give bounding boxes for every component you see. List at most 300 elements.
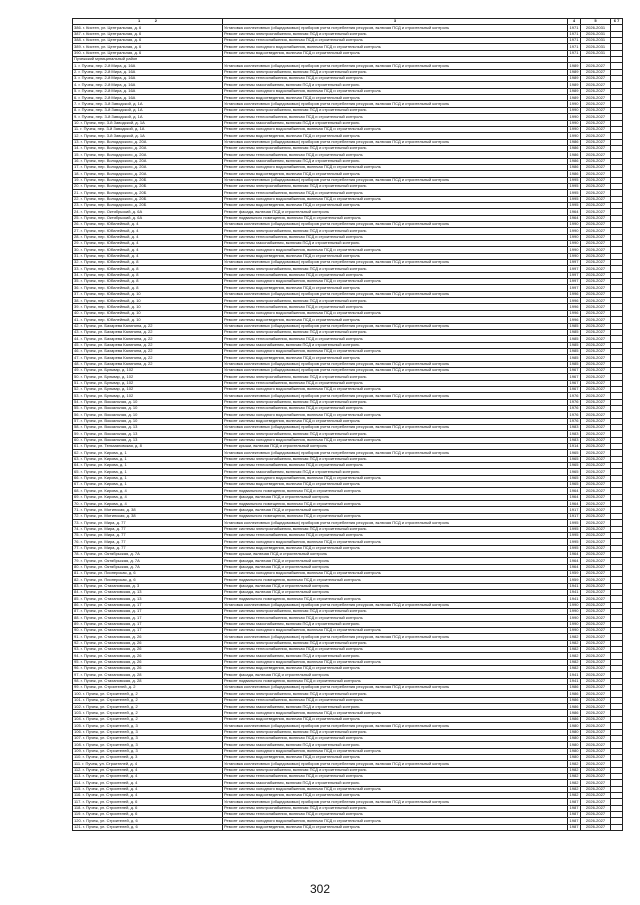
address-cell: 40. г. Пучеж, пер. Юбилейный, д. 10: [73, 310, 223, 316]
year-built-cell: 1996: [568, 310, 581, 316]
repair-period-cell: 2026-2027: [581, 570, 611, 576]
year-built-cell: 1959: [568, 577, 581, 583]
repair-period-cell: 2026-2027: [581, 799, 611, 805]
empty-cell: [611, 824, 623, 830]
year-built-cell: 1986: [568, 697, 581, 703]
repair-period-cell: 2026-2027: [581, 425, 611, 431]
work-type-cell: Ремонт подвального помещения, включая ПСД и строительный контроль: [223, 501, 568, 507]
work-type-cell: Ремонт системы холодного водоснабжения, включая ПСД и строительный контроль: [223, 818, 568, 824]
work-type-cell: Ремонт системы холодного водоснабжения, включая ПСД и строительный контроль: [223, 247, 568, 253]
address-cell: 19. г. Пучеж, пер. Володарского, д. 20Б: [73, 177, 223, 183]
repair-period-cell: 2026-2027: [581, 101, 611, 107]
address-cell: 106. г. Пучеж, ул. Строителей, д. 3: [73, 729, 223, 735]
work-type-cell: Ремонт системы газоснабжения, включая ПСД и строительный контроль: [223, 342, 568, 348]
address-cell: 20. г. Пучеж, пер. Володарского, д. 20Б: [73, 183, 223, 189]
work-type-cell: Ремонт подвального помещения, включая ПСД и строительный контроль: [223, 596, 568, 602]
address-cell: 98. г. Пучеж, ул. Стахановская, д. 28: [73, 678, 223, 684]
repair-period-cell: 2026-2027: [581, 824, 611, 830]
work-type-cell: Ремонт фасада, включая ПСД и строительный контроль: [223, 494, 568, 500]
repair-period-cell: 2026-2027: [581, 405, 611, 411]
work-type-cell: Ремонт системы водоотведения, включая ПСД и строительный контроль: [223, 754, 568, 760]
address-cell: 388. г. Кистеп, ул. Центральная, д. 6: [73, 38, 223, 44]
repair-period-cell: 2026-2027: [581, 95, 611, 101]
work-type-cell: Ремонт системы электроснабжения, включая ПСД и строительный контроль: [223, 691, 568, 697]
repair-period-cell: 2026-2027: [581, 253, 611, 259]
work-type-cell: Ремонт крыши, включая ПСД и строительный контроль: [223, 551, 568, 557]
address-cell: 65. г. Пучеж, ул. Кирова, д. 1: [73, 469, 223, 475]
repair-period-cell: 2026-2027: [581, 818, 611, 824]
address-cell: 111. г. Пучеж, ул. Строителей, д. 4: [73, 761, 223, 767]
work-type-cell: Ремонт крыши, включая ПСД и строительный контроль: [223, 444, 568, 450]
repair-period-cell: 2026-2027: [581, 697, 611, 703]
work-type-cell: Ремонт системы электроснабжения, включая ПСД и строительный контроль: [223, 31, 568, 37]
repair-period-cell: 2026-2027: [581, 291, 611, 297]
work-type-cell: Ремонт системы водоотведения, включая ПСД и строительный контроль: [223, 171, 568, 177]
repair-period-cell: 2026-2027: [581, 716, 611, 722]
repair-period-cell: 2026-2027: [581, 304, 611, 310]
address-cell: 8. г. Пучеж, пер. 3-й Заводской, д. 1А: [73, 107, 223, 113]
table-body: [73, 25, 623, 831]
repair-period-cell: 2026-2027: [581, 114, 611, 120]
repair-period-cell: 2026-2027: [581, 811, 611, 817]
work-type-cell: Ремонт системы холодного водоснабжения, включая ПСД и строительный контроль: [223, 437, 568, 443]
repair-period-cell: 2026-2027: [581, 152, 611, 158]
year-built-cell: 1986: [568, 145, 581, 151]
year-built-cell: 1980: [568, 748, 581, 754]
year-built-cell: 1917: [568, 507, 581, 513]
work-type-cell: Ремонт системы электроснабжения, включая ПСД и строительный контроль: [223, 374, 568, 380]
address-cell: 38. г. Пучеж, пер. Юбилейный, д. 10: [73, 298, 223, 304]
repair-period-cell: 2026-2027: [581, 374, 611, 380]
address-cell: 115. г. Пучеж, ул. Строителей, д. 4: [73, 786, 223, 792]
year-built-cell: 1983: [568, 431, 581, 437]
year-built-cell: 1965: [568, 450, 581, 456]
repair-period-cell: 2026-2027: [581, 177, 611, 183]
year-built-cell: 1990: [568, 234, 581, 240]
work-type-cell: Ремонт фасада, включая ПСД и строительный контроль: [223, 589, 568, 595]
repair-period-cell: 2026-2031: [581, 25, 611, 31]
repair-period-cell: 2026-2027: [581, 336, 611, 342]
work-type-cell: Ремонт системы электроснабжения, включая ПСД и строительный контроль: [223, 608, 568, 614]
address-cell: 80. г. Пучеж, ул. Октябрьская, д. 7А: [73, 564, 223, 570]
repair-period-cell: 2026-2027: [581, 202, 611, 208]
work-type-cell: Ремонт системы газоснабжения, включая ПСД и строительный контроль: [223, 120, 568, 126]
year-built-cell: 1965: [568, 456, 581, 462]
repair-period-cell: 2026-2027: [581, 399, 611, 405]
work-type-cell: Ремонт системы холодного водоснабжения, включая ПСД и строительный контроль: [223, 475, 568, 481]
repair-period-cell: 2026-2027: [581, 386, 611, 392]
work-type-cell: Ремонт системы теплоснабжения, включая ПСД и строительный контроль: [223, 811, 568, 817]
repair-period-cell: 2026-2027: [581, 589, 611, 595]
repair-period-cell: 2026-2027: [581, 520, 611, 526]
year-built-cell: 1986: [568, 139, 581, 145]
address-cell: 390. г. Кистеп, ул. Центральная, д. 6: [73, 50, 223, 56]
work-type-cell: Ремонт системы холодного водоснабжения, включая ПСД и строительный контроль: [223, 412, 568, 418]
work-type-cell: Ремонт системы водоотведения, включая ПСД и строительный контроль: [223, 317, 568, 323]
work-type-cell: Установка коллективных (общедомовых) приборов учета потребления ресурсов, включая ПСД и строительный контроль: [223, 393, 568, 399]
year-built-cell: 1990: [568, 253, 581, 259]
repair-period-cell: 2026-2027: [581, 209, 611, 215]
work-type-cell: Ремонт системы электроснабжения, включая ПСД и строительный контроль: [223, 767, 568, 773]
work-type-cell: Ремонт системы газоснабжения, включая ПСД и строительный контроль: [223, 780, 568, 786]
work-type-cell: Ремонт фасада, включая ПСД и строительный контроль: [223, 558, 568, 564]
address-cell: 91. г. Пучеж, ул. Стахановская, д. 26: [73, 634, 223, 640]
header-col-5: 5: [581, 19, 611, 25]
repair-period-cell: 2026-2027: [581, 196, 611, 202]
work-type-cell: Ремонт системы теплоснабжения, включая ПСД и строительный контроль: [223, 304, 568, 310]
repair-period-cell: 2026-2027: [581, 792, 611, 798]
address-cell: 88. г. Пучеж, ул. Стахановская, д. 17: [73, 615, 223, 621]
year-built-cell: 1964: [568, 564, 581, 570]
year-built-cell: 1964: [568, 209, 581, 215]
address-cell: 77. г. Пучеж, ул. Мира, д. 77: [73, 545, 223, 551]
address-cell: 51. г. Пучеж, ул. Бульвар, д. 102: [73, 380, 223, 386]
work-type-cell: Ремонт системы теплоснабжения, включая ПСД и строительный контроль: [223, 735, 568, 741]
work-type-cell: Ремонт системы электроснабжения, включая ПСД и строительный контроль: [223, 640, 568, 646]
year-built-cell: 1990: [568, 602, 581, 608]
repair-period-cell: 2026-2027: [581, 120, 611, 126]
repair-period-cell: 2026-2027: [581, 367, 611, 373]
address-cell: 79. г. Пучеж, ул. Октябрьская, д. 7А: [73, 558, 223, 564]
repair-period-cell: 2026-2027: [581, 602, 611, 608]
year-built-cell: 1941: [568, 583, 581, 589]
address-cell: 102. г. Пучеж, ул. Строителей, д. 2: [73, 704, 223, 710]
year-built-cell: 1985: [568, 355, 581, 361]
year-built-cell: 1980: [568, 735, 581, 741]
address-cell: 25. г. Пучеж, пер. Октябрьский, д. 6А: [73, 215, 223, 221]
year-built-cell: 1990: [568, 120, 581, 126]
year-built-cell: 1995: [568, 183, 581, 189]
repair-period-cell: 2026-2027: [581, 501, 611, 507]
year-built-cell: 1986: [568, 164, 581, 170]
year-built-cell: 1964: [568, 558, 581, 564]
address-cell: 108. г. Пучеж, ул. Строителей, д. 3: [73, 742, 223, 748]
year-built-cell: 1990: [568, 114, 581, 120]
address-cell: 28. г. Пучеж, пер. Юбилейный, д. 4: [73, 234, 223, 240]
year-built-cell: 1987: [568, 824, 581, 830]
repair-period-cell: 2026-2027: [581, 76, 611, 82]
repair-period-cell: 2026-2027: [581, 482, 611, 488]
year-built-cell: 1965: [568, 482, 581, 488]
year-built-cell: 1967: [568, 367, 581, 373]
year-built-cell: 1986: [568, 691, 581, 697]
repair-period-cell: 2026-2027: [581, 564, 611, 570]
repair-period-cell: 2026-2027: [581, 494, 611, 500]
year-built-cell: 1967: [568, 374, 581, 380]
work-type-cell: Ремонт системы теплоснабжения, включая ПСД и строительный контроль: [223, 76, 568, 82]
year-built-cell: 1976: [568, 405, 581, 411]
address-cell: 109. г. Пучеж, ул. Строителей, д. 3: [73, 748, 223, 754]
year-built-cell: 1995: [568, 177, 581, 183]
repair-period-cell: 2026-2027: [581, 158, 611, 164]
work-type-cell: Ремонт системы газоснабжения, включая ПСД и строительный контроль: [223, 469, 568, 475]
year-built-cell: 1941: [568, 596, 581, 602]
repair-period-cell: 2026-2027: [581, 222, 611, 228]
work-type-cell: Ремонт системы водоотведения, включая ПСД и строительный контроль: [223, 824, 568, 830]
year-built-cell: 1989: [568, 88, 581, 94]
work-type-cell: Ремонт фасада, включая ПСД и строительный контроль: [223, 507, 568, 513]
address-cell: 7. г. Пучеж, пер. 3-й Заводской, д. 1А: [73, 101, 223, 107]
repair-period-cell: 2026-2027: [581, 463, 611, 469]
work-type-cell: Ремонт системы холодного водоснабжения, включая ПСД и строительный контроль: [223, 748, 568, 754]
work-type-cell: Ремонт системы водоотведения, включая ПСД и строительный контроль: [223, 666, 568, 672]
work-type-cell: Ремонт системы электроснабжения, включая ПСД и строительный контроль: [223, 183, 568, 189]
year-built-cell: 1982: [568, 634, 581, 640]
address-cell: 16. г. Пучеж, пер. Володарского, д. 20А: [73, 158, 223, 164]
repair-period-cell: 2026-2027: [581, 735, 611, 741]
year-built-cell: 1985: [568, 361, 581, 367]
year-built-cell: 1986: [568, 710, 581, 716]
repair-period-cell: 2026-2027: [581, 488, 611, 494]
work-type-cell: Ремонт системы газоснабжения, включая ПСД и строительный контроль: [223, 653, 568, 659]
address-cell: 70. г. Пучеж, ул. Кирова, д. 4: [73, 501, 223, 507]
address-cell: 90. г. Пучеж, ул. Стахановская, д. 17: [73, 628, 223, 634]
address-cell: 49. г. Пучеж, ул. Бульвар, д. 102: [73, 367, 223, 373]
work-type-cell: Установка коллективных (общедомовых) приборов учета потребления ресурсов, включая ПСД и строительный контроль: [223, 761, 568, 767]
address-cell: 71. г. Пучеж, ул. Мотинская, д. 38: [73, 507, 223, 513]
work-type-cell: Ремонт системы холодного водоснабжения, включая ПСД и строительный контроль: [223, 628, 568, 634]
repair-period-cell: 2026-2027: [581, 551, 611, 557]
address-cell: 50. г. Пучеж, ул. Бульвар, д. 102: [73, 374, 223, 380]
work-type-cell: Ремонт системы холодного водоснабжения, включая ПСД и строительный контроль: [223, 570, 568, 576]
work-type-cell: Ремонт системы водоотведения, включая ПСД и строительный контроль: [223, 253, 568, 259]
work-type-cell: Ремонт системы водоотведения, включая ПСД и строительный контроль: [223, 133, 568, 139]
year-built-cell: 1986: [568, 158, 581, 164]
work-type-cell: Установка коллективных (общедомовых) приборов учета потребления ресурсов, включая ПСД и строительный контроль: [223, 520, 568, 526]
repair-period-cell: 2026-2027: [581, 761, 611, 767]
work-type-cell: Ремонт системы электроснабжения, включая ПСД и строительный контроль: [223, 298, 568, 304]
work-type-cell: Ремонт системы электроснабжения, включая ПСД и строительный контроль: [223, 399, 568, 405]
address-cell: 100. г. Пучеж, ул. Строителей, д. 2: [73, 691, 223, 697]
year-built-cell: 1990: [568, 107, 581, 113]
header-col-1: 1 2: [73, 19, 223, 25]
repair-period-cell: 2026-2027: [581, 355, 611, 361]
work-type-cell: Установка коллективных (общедомовых) приборов учета потребления ресурсов, включая ПСД и строительный контроль: [223, 450, 568, 456]
work-type-cell: Ремонт системы теплоснабжения, включая ПСД и строительный контроль: [223, 615, 568, 621]
repair-period-cell: 2026-2027: [581, 69, 611, 75]
year-built-cell: 1990: [568, 228, 581, 234]
year-built-cell: 1971: [568, 25, 581, 31]
work-type-cell: Ремонт фасада, включая ПСД и строительный контроль: [223, 564, 568, 570]
work-type-cell: Ремонт системы теплоснабжения, включая ПСД и строительный контроль: [223, 463, 568, 469]
work-type-cell: Ремонт системы водоотведения, включая ПСД и строительный контроль: [223, 716, 568, 722]
year-built-cell: 1985: [568, 336, 581, 342]
address-cell: 32. г. Пучеж, пер. Юбилейный, д. 8: [73, 260, 223, 266]
year-built-cell: 1971: [568, 44, 581, 50]
repair-period-cell: 2026-2027: [581, 805, 611, 811]
year-built-cell: 1985: [568, 329, 581, 335]
work-type-cell: Установка коллективных (общедомовых) приборов учета потребления ресурсов, включая ПСД и строительный контроль: [223, 323, 568, 329]
repair-period-cell: 2026-2027: [581, 380, 611, 386]
address-cell: 39. г. Пучеж, пер. Юбилейный, д. 10: [73, 304, 223, 310]
work-type-cell: Ремонт системы водоотведения, включая ПСД и строительный контроль: [223, 792, 568, 798]
repair-period-cell: 2026-2027: [581, 526, 611, 532]
year-built-cell: 1989: [568, 76, 581, 82]
address-cell: 27. г. Пучеж, пер. Юбилейный, д. 4: [73, 228, 223, 234]
year-built-cell: 1983: [568, 437, 581, 443]
year-built-cell: 1995: [568, 202, 581, 208]
address-cell: 4. г. Пучеж, пер. 2-й Мира, д. 16А: [73, 82, 223, 88]
year-built-cell: 1995: [568, 526, 581, 532]
address-cell: 30. г. Пучеж, пер. Юбилейный, д. 4: [73, 247, 223, 253]
year-built-cell: 1917: [568, 513, 581, 519]
year-built-cell: 1995: [568, 539, 581, 545]
work-type-cell: Ремонт системы электроснабжения, включая ПСД и строительный контроль: [223, 526, 568, 532]
address-cell: 6. г. Пучеж, пер. 2-й Мира, д. 16А: [73, 95, 223, 101]
work-type-cell: Установка коллективных (общедомовых) приборов учета потребления ресурсов, включая ПСД и строительный контроль: [223, 25, 568, 31]
address-cell: 67. г. Пучеж, ул. Кирова, д. 1: [73, 482, 223, 488]
repair-period-cell: 2026-2027: [581, 634, 611, 640]
year-built-cell: 1964: [568, 551, 581, 557]
address-cell: 23. г. Пучеж, пер. Володарского, д. 20Б: [73, 202, 223, 208]
address-cell: 33. г. Пучеж, пер. Юбилейный, д. 8: [73, 266, 223, 272]
address-cell: 118. г. Пучеж, ул. Строителей, д. 6: [73, 805, 223, 811]
repair-period-cell: 2026-2027: [581, 685, 611, 691]
work-type-cell: Ремонт системы холодного водоснабжения, включая ПСД и строительный контроль: [223, 310, 568, 316]
repair-period-cell: 2026-2027: [581, 272, 611, 278]
work-type-cell: Ремонт системы водоотведения, включая ПСД и строительный контроль: [223, 355, 568, 361]
year-built-cell: 1914: [568, 444, 581, 450]
work-type-cell: Установка коллективных (общедомовых) приборов учета потребления ресурсов, включая ПСД и строительный контроль: [223, 361, 568, 367]
header-col-6-7: 6 7: [611, 19, 623, 25]
year-built-cell: 1996: [568, 304, 581, 310]
repair-period-cell: 2026-2027: [581, 234, 611, 240]
address-cell: 2. г. Пучеж, пер. 2-й Мира, д. 16А: [73, 69, 223, 75]
year-built-cell: 1987: [568, 811, 581, 817]
address-cell: 52. г. Пучеж, ул. Бульвар, д. 102: [73, 386, 223, 392]
address-cell: 22. г. Пучеж, пер. Володарского, д. 20Б: [73, 196, 223, 202]
address-cell: 14. г. Пучеж, пер. Володарского, д. 20А: [73, 145, 223, 151]
address-cell: 85. г. Пучеж, ул. Стахановская, д. 13: [73, 596, 223, 602]
year-built-cell: 1965: [568, 475, 581, 481]
header-col-4: 4: [568, 19, 581, 25]
repair-period-cell: 2026-2027: [581, 266, 611, 272]
address-cell: 54. г. Пучеж, ул. Вокзальная, д. 10: [73, 399, 223, 405]
repair-period-cell: 2026-2027: [581, 742, 611, 748]
work-type-cell: Ремонт системы электроснабжения, включая ПСД и строительный контроль: [223, 729, 568, 735]
repair-period-cell: 2026-2027: [581, 82, 611, 88]
year-built-cell: 1971: [568, 31, 581, 37]
work-type-cell: Ремонт системы электроснабжения, включая ПСД и строительный контроль: [223, 805, 568, 811]
address-cell: 43. г. Пучеж, ул. Бахарева Калинина, д. 22: [73, 329, 223, 335]
year-built-cell: 1965: [568, 469, 581, 475]
year-built-cell: 1964: [568, 501, 581, 507]
work-type-cell: Ремонт системы теплоснабжения, включая ПСД и строительный контроль: [223, 234, 568, 240]
table-row: [73, 824, 623, 830]
work-type-cell: Ремонт системы холодного водоснабжения, включая ПСД и строительный контроль: [223, 126, 568, 132]
repair-period-cell: 2026-2027: [581, 558, 611, 564]
address-cell: 121. г. Пучеж, ул. Строителей, д. 6: [73, 824, 223, 830]
address-cell: 45. г. Пучеж, ул. Бахарева Калинина, д. 22: [73, 342, 223, 348]
repair-period-cell: 2026-2027: [581, 88, 611, 94]
address-cell: 99. г. Пучеж, ул. Строителей, д. 2: [73, 685, 223, 691]
work-type-cell: Ремонт системы электроснабжения, включая ПСД и строительный контроль: [223, 145, 568, 151]
year-built-cell: 1964: [568, 215, 581, 221]
address-cell: 112. г. Пучеж, ул. Строителей, д. 4: [73, 767, 223, 773]
work-type-cell: Ремонт системы холодного водоснабжения, включая ПСД и строительный контроль: [223, 386, 568, 392]
year-built-cell: 1941: [568, 589, 581, 595]
address-cell: 26. г. Пучеж, пер. Юбилейный, д. 4: [73, 222, 223, 228]
repair-period-cell: 2026-2027: [581, 126, 611, 132]
work-type-cell: Ремонт системы холодного водоснабжения, включая ПСД и строительный контроль: [223, 279, 568, 285]
address-cell: 76. г. Пучеж, ул. Мира, д. 77: [73, 539, 223, 545]
work-type-cell: Ремонт системы теплоснабжения, включая ПСД и строительный контроль: [223, 647, 568, 653]
address-cell: 75. г. Пучеж, ул. Мира, д. 77: [73, 532, 223, 538]
year-built-cell: 1997: [568, 266, 581, 272]
address-cell: 57. г. Пучеж, ул. Вокзальная, д. 10: [73, 418, 223, 424]
address-cell: 83. г. Пучеж, ул. Стахановская, д. 3: [73, 583, 223, 589]
repair-period-cell: 2026-2027: [581, 780, 611, 786]
address-cell: 74. г. Пучеж, ул. Мира, д. 77: [73, 526, 223, 532]
year-built-cell: 1980: [568, 742, 581, 748]
repair-period-cell: 2026-2027: [581, 323, 611, 329]
work-type-cell: Ремонт системы электроснабжения, включая ПСД и строительный контроль: [223, 431, 568, 437]
address-cell: 101. г. Пучеж, ул. Строителей, д. 2: [73, 697, 223, 703]
year-built-cell: 1996: [568, 317, 581, 323]
repair-period-cell: 2026-2027: [581, 545, 611, 551]
work-type-cell: Установка коллективных (общедомовых) приборов учета потребления ресурсов, включая ПСД и строительный контроль: [223, 260, 568, 266]
repair-period-cell: 2026-2027: [581, 513, 611, 519]
year-built-cell: 1982: [568, 780, 581, 786]
year-built-cell: 1987: [568, 805, 581, 811]
work-type-cell: Ремонт системы теплоснабжения, включая ПСД и строительный контроль: [223, 152, 568, 158]
year-built-cell: 1989: [568, 82, 581, 88]
repair-period-cell: 2026-2027: [581, 583, 611, 589]
repair-period-cell: 2026-2027: [581, 133, 611, 139]
year-built-cell: 1985: [568, 323, 581, 329]
address-cell: 62. г. Пучеж, ул. Кирова, д. 1: [73, 450, 223, 456]
year-built-cell: 1990: [568, 608, 581, 614]
repair-period-cell: 2026-2027: [581, 450, 611, 456]
address-cell: 37. г. Пучеж, пер. Юбилейный, д. 10: [73, 291, 223, 297]
repair-period-cell: 2026-2027: [581, 767, 611, 773]
repair-period-cell: 2026-2027: [581, 342, 611, 348]
work-type-cell: Ремонт системы газоснабжения, включая ПСД и строительный контроль: [223, 158, 568, 164]
address-cell: 73. г. Пучеж, ул. Мира, д. 77: [73, 520, 223, 526]
address-cell: 61. г. Пучеж, ул. Тельмановская, д. 8: [73, 444, 223, 450]
address-cell: 12. г. Пучеж, пер. 3-й Заводской, д. 1А: [73, 133, 223, 139]
work-type-cell: Ремонт подвального помещения, включая ПСД и строительный контроль: [223, 678, 568, 684]
address-cell: 3. г. Пучеж, пер. 2-й Мира, д. 16А: [73, 76, 223, 82]
address-cell: 31. г. Пучеж, пер. Юбилейный, д. 4: [73, 253, 223, 259]
address-cell: 46. г. Пучеж, ул. Бахарева Калинина, д. 22: [73, 348, 223, 354]
address-cell: 66. г. Пучеж, ул. Кирова, д. 1: [73, 475, 223, 481]
address-cell: 44. г. Пучеж, ул. Бахарева Калинина, д. 22: [73, 336, 223, 342]
year-built-cell: 1964: [568, 488, 581, 494]
work-type-cell: Ремонт системы водоотведения, включая ПСД и строительный контроль: [223, 95, 568, 101]
repair-period-cell: 2026-2027: [581, 672, 611, 678]
year-built-cell: 1986: [568, 171, 581, 177]
year-built-cell: 1971: [568, 50, 581, 56]
address-cell: 36. г. Пучеж, пер. Юбилейный, д. 8: [73, 285, 223, 291]
year-built-cell: 1976: [568, 399, 581, 405]
address-cell: 387. г. Кистеп, ул. Центральная, д. 6: [73, 31, 223, 37]
address-cell: 41. г. Пучеж, пер. Юбилейный, д. 10: [73, 317, 223, 323]
work-type-cell: Ремонт подвального помещения, включая ПСД и строительный контроль: [223, 577, 568, 583]
address-cell: 87. г. Пучеж, ул. Стахановская, д. 17: [73, 608, 223, 614]
work-type-cell: Ремонт системы газоснабжения, включая ПСД и строительный контроль: [223, 82, 568, 88]
year-built-cell: 1995: [568, 196, 581, 202]
address-cell: 5. г. Пучеж, пер. 2-й Мира, д. 16А: [73, 88, 223, 94]
year-built-cell: 1990: [568, 126, 581, 132]
repair-period-cell: 2026-2027: [581, 260, 611, 266]
year-built-cell: 1995: [568, 532, 581, 538]
repair-period-cell: 2026-2027: [581, 285, 611, 291]
work-type-cell: Установка коллективных (общедомовых) приборов учета потребления ресурсов, включая ПСД и строительный контроль: [223, 685, 568, 691]
repair-period-cell: 2026-2027: [581, 241, 611, 247]
year-built-cell: 1997: [568, 279, 581, 285]
repair-period-cell: 2026-2027: [581, 412, 611, 418]
